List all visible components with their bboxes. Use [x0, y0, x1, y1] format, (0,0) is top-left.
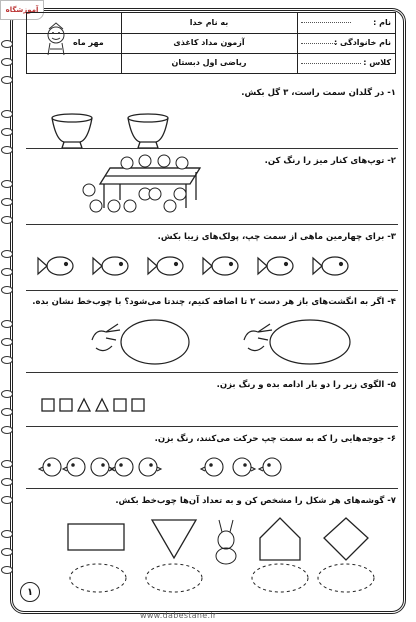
chick-icon [63, 458, 85, 476]
title-line2: آزمون مداد کاغذی [173, 38, 245, 47]
question-3: ۳- برای چهارمین ماهی از سمت چپ، پولک‌های زیبا بکش. [157, 232, 396, 242]
fish-icon [313, 257, 348, 275]
shapes-illustration [0, 514, 416, 600]
divider [26, 148, 398, 149]
pattern-row [0, 396, 416, 418]
pentagon-shape [260, 518, 300, 560]
fish-icon [38, 257, 73, 275]
question-1: ۱- در گلدان سمت راست، ۳ گل بکش. [241, 88, 396, 98]
fish-icon [258, 257, 293, 275]
chicks-row [0, 453, 416, 483]
chick-icon [39, 458, 61, 476]
corner-logo: آموزشگاه [0, 0, 44, 20]
cartoon-icon [41, 21, 71, 59]
answer-oval-right [270, 320, 350, 364]
chick-icon [233, 458, 255, 476]
question-7: ۷- گوشه‌های هر شکل را مشخص کن و به تعداد آن‌ها چوب‌خط بکش. [115, 496, 396, 506]
class-field [301, 63, 361, 64]
vase-right-icon [128, 114, 168, 148]
fish-row [0, 250, 416, 284]
title-line1: به نام خدا [189, 18, 229, 27]
diamond-shape [324, 518, 368, 560]
hand-icon [244, 324, 272, 351]
family-field [301, 43, 337, 44]
divider [26, 372, 398, 373]
answer-oval [252, 564, 308, 592]
chick-icon [259, 458, 281, 476]
answer-oval [146, 564, 202, 592]
triangle-down-shape [152, 520, 196, 558]
chick-icon [111, 458, 133, 476]
question-6: ۶- جوجه‌هایی را که به سمت چپ حرکت می‌کنند، رنگ بزن. [154, 434, 396, 444]
chick-icon [91, 458, 113, 476]
vase-left-icon [52, 114, 92, 148]
hands-illustration [0, 314, 416, 370]
title-line3: ریاضی اول دبستان [171, 58, 247, 67]
footer-url: www.dabestane.ir [140, 611, 217, 620]
table-balls-illustration [0, 154, 416, 218]
divider [26, 488, 398, 489]
chick-icon [201, 458, 223, 476]
fish-icon [148, 257, 183, 275]
chick-icon [139, 458, 161, 476]
header-box [26, 12, 396, 74]
answer-oval [318, 564, 374, 592]
answer-oval-left [121, 320, 189, 364]
class-label: کلاس : [363, 58, 391, 67]
answer-oval [70, 564, 126, 592]
vases-illustration [0, 110, 416, 160]
fish-icon [203, 257, 238, 275]
rabbit-icon [216, 520, 236, 564]
month-label: مهر ماه [73, 38, 104, 47]
question-4: ۴- اگر به انگشت‌های باز هر دست ۲ تا اضافه کنیم، چندتا می‌شود؟ با چوب‌خط نشان بده. [32, 297, 396, 307]
divider [26, 426, 398, 427]
name-label: نام : [373, 18, 391, 27]
question-2: ۲- توپ‌های کنار میز را رنگ کن. [264, 156, 396, 166]
divider [26, 290, 398, 291]
family-label: نام خانوادگی : [333, 38, 391, 47]
question-5: ۵- الگوی زیر را دو بار ادامه بده و رنگ بزن. [216, 380, 396, 390]
hand-icon [92, 324, 120, 351]
divider [26, 224, 398, 225]
name-field [301, 22, 351, 23]
fish-icon [93, 257, 128, 275]
rectangle-shape [68, 524, 124, 550]
page-number: ۱ [20, 582, 40, 602]
